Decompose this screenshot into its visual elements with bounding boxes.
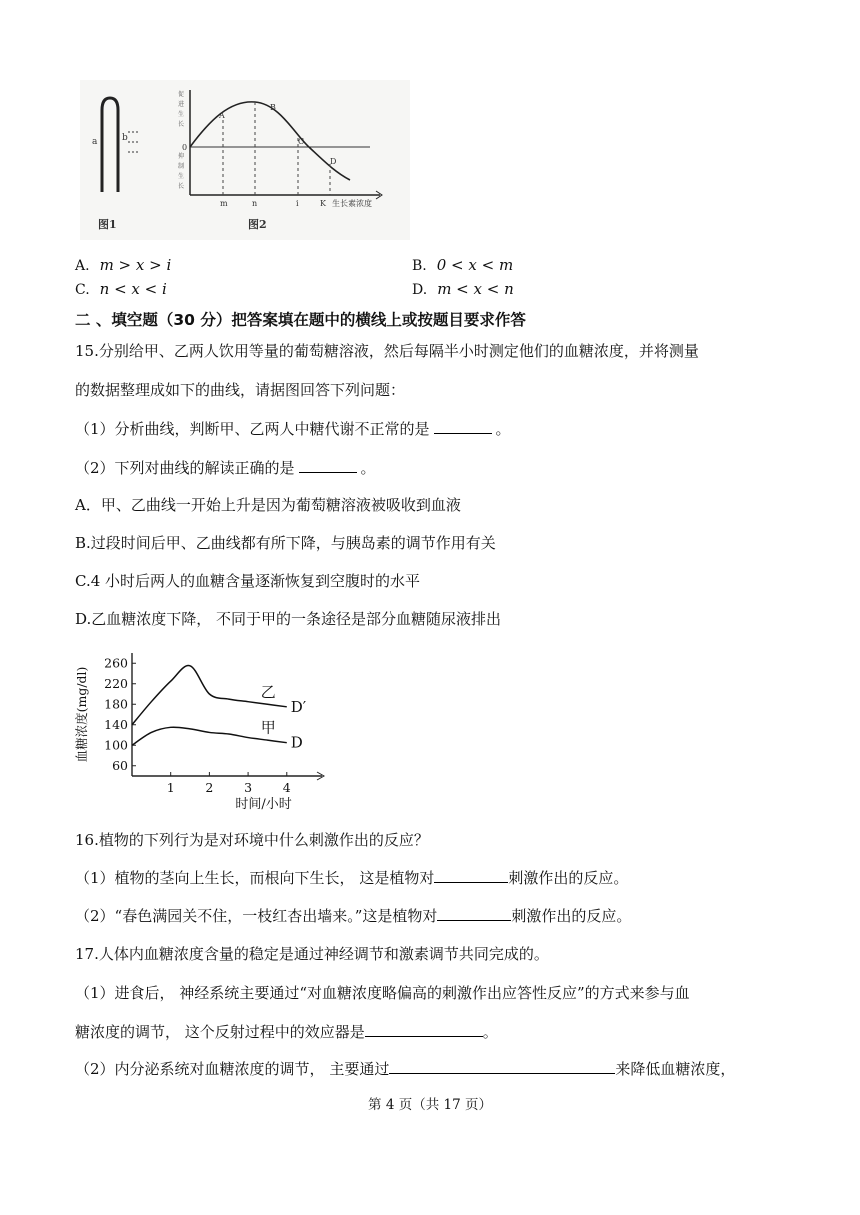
y-tick-label: 180 [104, 696, 128, 712]
q16-sub2-a: （2）“春色满园关不住，一枝红杏出墙来。”这是植物对 [75, 907, 438, 925]
q15-sub2 [75, 457, 376, 478]
q15-sub2-text: （2）下列对曲线的解读正确的是 [75, 459, 295, 477]
q16-sub2-b: 刺激作出的反应。 [511, 907, 632, 925]
q15-sub2-end: 。 [360, 459, 376, 477]
q15-option-a: A．甲、乙曲线一开始上升是因为葡萄糖溶液被吸收到血液 [75, 496, 461, 514]
svg-text:生: 生 [178, 111, 185, 118]
q17-sub2 [75, 1058, 735, 1079]
q15-option-c: C.4 小时后两人的血糖含量逐渐恢复到空腹时的水平 [75, 572, 421, 590]
q15-option-b: B.过段时间后甲、乙曲线都有所下降，与胰岛素的调节作用有关 [75, 534, 496, 552]
option-expr: 0 < x < m [436, 256, 514, 274]
option-b [412, 256, 513, 274]
y-tick-label: 60 [112, 757, 128, 773]
y-tick-label: 140 [104, 716, 128, 732]
q17-sub1-line2-a: 糖浓度的调节， 这个反射过程中的效应器是 [75, 1023, 365, 1041]
svg-text:抑: 抑 [178, 153, 185, 160]
fig2-tick-m: m [220, 199, 228, 208]
q17-sub2-b: 来降低血糖浓度， [615, 1060, 736, 1078]
q15-option-d: D.乙血糖浓度下降， 不同于甲的一条途径是部分血糖随尿液排出 [75, 610, 502, 628]
q16-sub1 [75, 867, 628, 888]
option-letter: D. [412, 282, 428, 298]
option-c [75, 280, 167, 298]
answer-blank[interactable] [434, 419, 492, 434]
q17-stem: 17.人体内血糖浓度含量的稳定是通过神经调节和激素调节共同完成的。 [75, 945, 549, 963]
q17-sub1-line2 [75, 1021, 498, 1042]
option-letter: A. [75, 258, 90, 274]
option-d [412, 280, 514, 298]
page-footer: 第 4 页（共 17 页） [368, 1097, 492, 1113]
svg-text:制: 制 [178, 163, 185, 170]
series-name-label: 甲 [260, 718, 276, 737]
q16-sub1-b: 刺激作出的反应。 [508, 869, 629, 887]
fig1-label-a: a [92, 137, 98, 147]
answer-blank[interactable] [434, 868, 508, 883]
fig2-point-c: C [298, 137, 305, 146]
section-heading: 二 、填空题（30 分）把答案填在题中的横线上或按题目要求作答 [75, 311, 526, 329]
option-expr: n < x < i [99, 280, 167, 298]
y-tick-label: 220 [104, 675, 128, 691]
option-a [75, 256, 171, 274]
option-expr: m < x < n [437, 280, 514, 298]
fig2-point-a: A [219, 111, 225, 120]
fig2-point-d: D [330, 157, 337, 166]
x-tick-label: 1 [166, 780, 175, 795]
fig2-caption: 图2 [248, 218, 267, 231]
x-tick-label: 3 [244, 780, 253, 795]
x-tick-label: 2 [205, 780, 214, 795]
q16-stem: 16.植物的下列行为是对环境中什么刺激作出的反应？ [75, 831, 429, 849]
fig2-tick-i: i [296, 199, 299, 208]
svg-text:长: 长 [178, 183, 185, 190]
option-expr: m > x > i [99, 256, 172, 274]
q17-sub2-a: （2）内分泌系统对血糖浓度的调节， 主要通过 [75, 1060, 390, 1078]
q15-stem-line2: 的数据整理成如下的曲线，请据图回答下列问题： [75, 381, 406, 399]
svg-text:促: 促 [178, 91, 185, 98]
series-end-label: D [290, 733, 303, 752]
blood-glucose-chart [70, 645, 360, 815]
y-axis-label: 血糖浓度(mg/dl) [74, 666, 89, 763]
x-axis-label: 时间/小时 [235, 797, 292, 812]
q15-sub1-text: （1）分析曲线，判断甲、乙两人中糖代谢不正常的是 [75, 420, 430, 438]
option-letter: B. [412, 258, 427, 274]
q17-sub1-line1: （1）进食后， 神经系统主要通过“对血糖浓度略偏高的刺激作出应答性反应”的方式来参与血 [75, 984, 690, 1002]
series-name-label: 乙 [260, 682, 276, 701]
q15-sub1 [75, 418, 511, 439]
auxin-figure [80, 80, 410, 240]
q15-sub1-end: 。 [495, 420, 511, 438]
fig2-xlabel: 生长素浓度 [332, 199, 372, 208]
svg-text:生: 生 [178, 173, 185, 180]
q16-sub1-a: （1）植物的茎向上生长，而根向下生长， 这是植物对 [75, 869, 435, 887]
q17-sub1-line2-b: 。 [482, 1023, 498, 1041]
fig2-point-b: B [270, 103, 276, 112]
svg-text:长: 长 [178, 121, 185, 128]
answer-blank[interactable] [365, 1022, 483, 1037]
y-tick-label: 260 [104, 655, 128, 671]
q15-stem-line1: 15.分别给甲、乙两人饮用等量的葡萄糖溶液，然后每隔半小时测定他们的血糖浓度，并将测量 [75, 342, 699, 360]
fig2-tick-k: K [320, 199, 326, 208]
q16-sub2 [75, 905, 631, 926]
series-end-label: D′ [290, 697, 307, 716]
option-letter: C. [75, 282, 90, 298]
y-tick-label: 100 [104, 737, 128, 753]
answer-blank[interactable] [389, 1059, 615, 1074]
fig1-caption: 图1 [98, 218, 117, 231]
answer-blank[interactable] [437, 906, 511, 921]
fig2-origin: 0 [182, 143, 188, 152]
answer-blank[interactable] [299, 458, 357, 473]
svg-text:进: 进 [178, 101, 185, 108]
fig2-tick-n: n [252, 199, 258, 208]
x-tick-label: 4 [282, 780, 291, 795]
fig1-label-b: b [122, 133, 128, 143]
